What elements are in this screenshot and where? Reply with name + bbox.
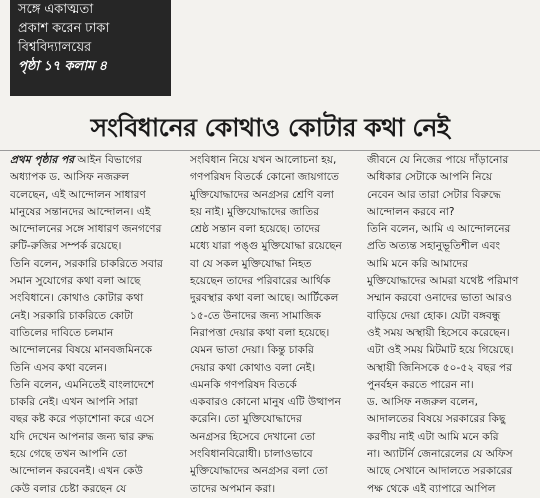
column-line: তাদের অপমান করা। [190, 482, 276, 495]
column-line: মুক্তিযোদ্ধাদের অনগ্রসর বলা তো [190, 465, 328, 478]
column-line: ১৫-তে উনাদের জন্য সামাজিক [190, 309, 322, 322]
column-line: আন্দোলনের বিষয়ে মানবজমিনকে [10, 344, 153, 357]
column-line: প্রতি অত্যন্ত সহানুভূতিশীল এবং [367, 240, 501, 253]
column-line: যদি দেখেন আপনার জন্য দ্বার রুদ্ধ [10, 430, 154, 443]
column-line: বা যে সকল মুক্তিযোদ্ধা নিহত [190, 257, 312, 270]
column-line: আন্দোলনের সঙ্গে সাধারণ জনগণের [10, 223, 162, 236]
column-line: যেমন ভাতা দেয়া। কিন্তু চাকরি [190, 344, 314, 357]
headline-divider [0, 150, 540, 151]
column-line: নেই। সরকারি চাকরিতে কোটা [10, 309, 134, 322]
column-line: অধিকার সেটাকে আপনি নিয়ে [367, 171, 493, 184]
article-column-2 [190, 152, 354, 498]
column-line: সমান সুযোগের কথা বলা আছে [10, 275, 141, 288]
column-line: পুনর্বহন করতে পারেন না। [367, 378, 474, 391]
column-line: করেনি। তো মুক্তিযোদ্ধাদের [190, 413, 302, 426]
column-line: না। অ্যাটর্নি জেনারেলের যে অফিস [367, 448, 513, 461]
column-line: শ্রেষ্ঠ সন্তান বলা হয়েছে। তাদের [190, 223, 321, 236]
column-line: সংবিধানে। কোথাও কোটার কথা [10, 292, 144, 305]
column-line: অস্থায়ী জিনিসকে ৫০-৫২ বছর পর [367, 361, 513, 374]
column-line: একবারও কোনো মানুষ এটি উত্থাপন [190, 396, 341, 409]
column-line: প্রথম পৃষ্ঠার পর আইন বিভাগের [10, 154, 142, 166]
column-line: নেবেন আর তারা সেটার বিরুদ্ধে [367, 188, 501, 201]
column-line: আদালতের বিষয়ে সরকারের কিছু [367, 413, 506, 426]
column-line: হয় নাই। মুক্তিযোদ্ধাদের জাতির [190, 205, 320, 218]
column-line: ওই সময় অস্থায়ী হিসেবে করেছেন। [367, 326, 510, 339]
article-column-1 [10, 152, 174, 498]
column-line: অনগ্রসর হিসেবে দেখানো তো [190, 430, 316, 443]
column-line: সম্মান করবো ওনাদের ভাতা আরও [367, 292, 513, 305]
column-line: করণীয় নাই এটা আমি মনে করি [367, 430, 499, 443]
column-line: অধ্যাপক ড. আসিফ নজরুল [10, 171, 130, 184]
continuation-lead: প্রথম পৃষ্ঠার পর [10, 154, 75, 166]
column-line: এটা ওই সময় মিটমাট হয়ে গিয়েছে। [367, 344, 514, 357]
column-line: সংবিধান নিয়ে যখন আলোচনা হয়, [190, 154, 337, 166]
column-line: আন্দোলন করবেনই। এখন কেউ [10, 465, 143, 478]
column-line: তিনি বলেন, আমি এ আন্দোলনের [367, 223, 511, 236]
continued-from-box [10, 0, 171, 96]
column-line: রুটি-রুজির সম্পর্ক রয়েছে। [10, 240, 122, 253]
column-line: আন্দোলন করবে না? [367, 205, 455, 218]
column-line: মধ্যে যারা পঙ্গু মুক্তিযোদ্ধা রয়েছেন [190, 240, 342, 253]
column-line: মুক্তিযোদ্ধাদের আমরা যথেষ্ট পরিমাণ [367, 275, 519, 288]
column-line: কেউ বলার চেষ্টা করছেন যে [10, 482, 127, 495]
column-line: হয়েছেন তাদের পরিবারের আর্থিক [190, 275, 331, 288]
column-line: দেয়ার কথা কোথাও বলা নেই। [190, 361, 316, 374]
column-line: বলেছেন, এই আন্দোলন সাধারণ [10, 188, 146, 201]
column-line: মুক্তিযোদ্ধাদের অনগ্রসর শ্রেণি বলা [190, 188, 334, 201]
column-line: বাড়িয়ে দেয়া হোক। যেটা বঙ্গবন্ধু [367, 309, 501, 322]
column-line: বছর কষ্ট করে পড়াশোনা করে এসে [10, 413, 154, 426]
box-line: প্রকাশ করেন ঢাকা [18, 21, 110, 36]
column-line: তিনি এসব কথা বলেন। [10, 361, 107, 374]
column-line: তিনি বলেন, সরকারি চাকরিতে সবার [10, 257, 163, 270]
column-line: আছে সেখানে আদালতে সরকারের [367, 465, 513, 478]
box-line: বিশ্ববিদ্যালয়ের [18, 40, 92, 55]
column-line: গণপরিষদ বিতর্কে কোনো জায়গাতে [190, 171, 339, 184]
article-column-3 [367, 152, 531, 498]
column-line: এমনকি গণপরিষদ বিতর্কে [190, 378, 297, 391]
headline: সংবিধানের কোথাও কোটার কথা নেই [90, 113, 450, 142]
column-line: নিরাপত্তা দেয়ার কথা বলা হয়েছে। [190, 326, 330, 339]
column-line: দুরবস্থার কথা বলা আছে। আর্টিকেল [190, 292, 339, 305]
column-line: হয়ে গেছে তখন আপনি তো [10, 448, 127, 461]
column-line: ড. আসিফ নজরুল বলেন, [367, 396, 478, 409]
column-line: বাতিলের দাবিতে চলমান [10, 326, 114, 339]
column-line: সংবিধানবিরোধী। চালাওভাবে [190, 448, 313, 461]
column-line: পক্ষ থেকে এই ব্যাপারে আপিল [367, 482, 496, 495]
box-line: সঙ্গে একাত্মতা [18, 2, 94, 17]
column-line: জীবনে যে নিজের পায়ে দাঁড়ানোর [367, 154, 509, 166]
column-line: আমি মনে করি আমাদের [367, 257, 469, 270]
column-line: মানুষের সন্তানদের আন্দোলন। এই [10, 205, 151, 218]
column-line: তিনি বলেন, এমনিতেই বাংলাদেশে [10, 378, 155, 391]
page-reference: পৃষ্ঠা ১৭ কলাম ৪ [18, 59, 107, 74]
column-line: চাকরি নেই। এখন আপনি সারা [10, 396, 138, 409]
